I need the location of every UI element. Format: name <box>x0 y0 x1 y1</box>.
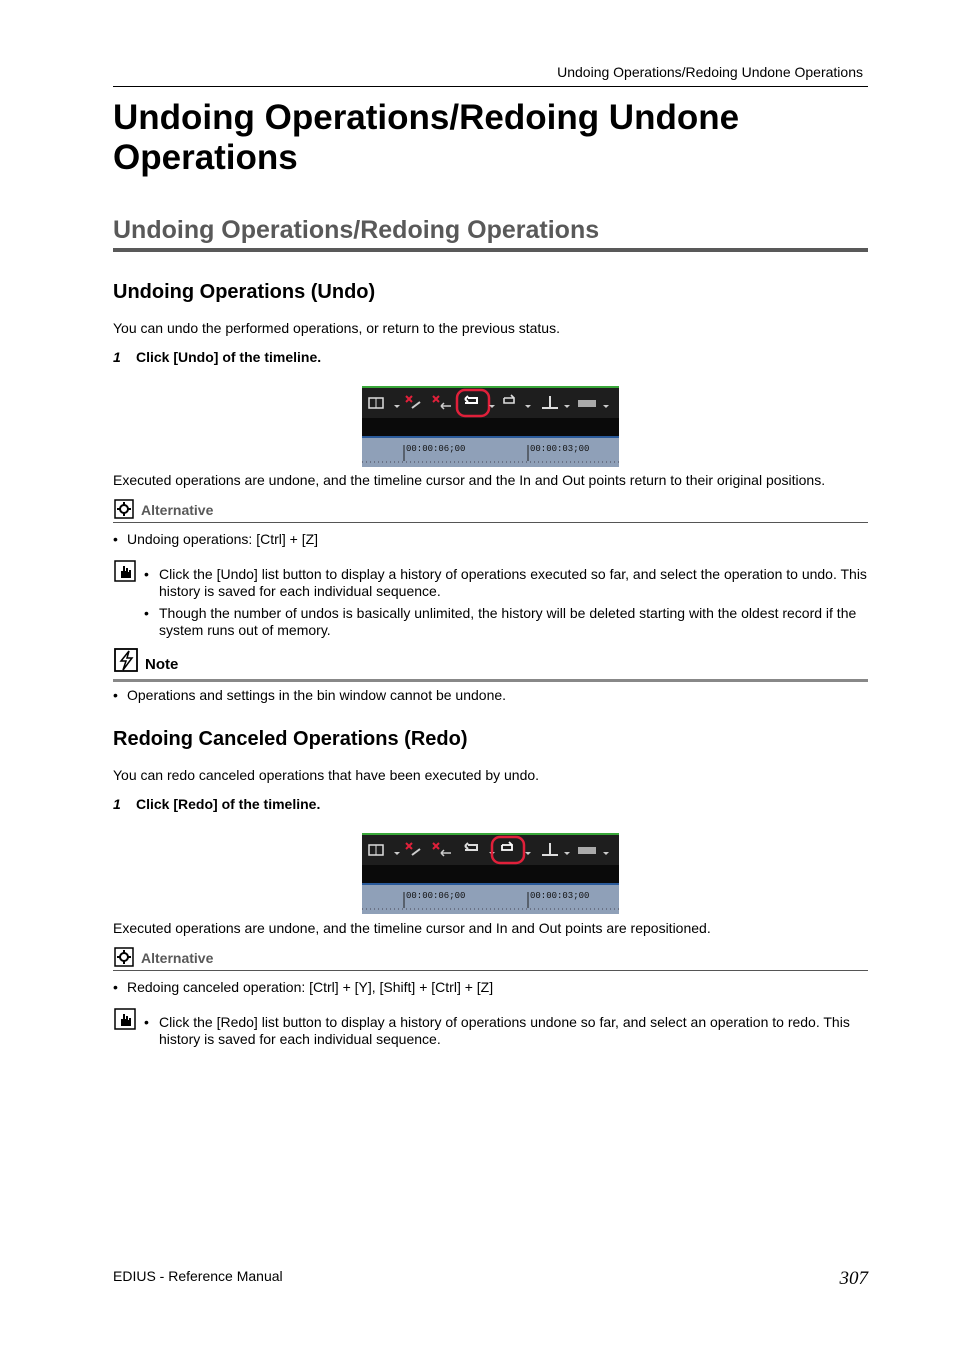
redo-shortcut-text: Redoing canceled operation: [Ctrl] + [Y], [Shift] + [Ctrl] + [Z] <box>127 979 494 995</box>
note-rule <box>113 679 868 682</box>
redo-intro: You can redo canceled operations that have been executed by undo. <box>113 767 540 783</box>
redo-timeline-screenshot <box>362 833 619 914</box>
redo-alternative-label: Alternative <box>141 950 214 966</box>
alternative-rule <box>113 970 868 971</box>
redo-step-text: Click [Redo] of the timeline. <box>136 796 321 812</box>
section-heading: Undoing Operations/Redoing Operations <box>113 216 600 244</box>
section-rule <box>113 248 868 252</box>
timecode-right: 00:00:03;00 <box>530 891 590 901</box>
redo-alternative-item: • Redoing canceled operation: [Ctrl] + [Y], [Shift] + [Ctrl] + [Z] <box>113 979 494 995</box>
hand-tip-icon <box>114 560 136 582</box>
undo-alternative-label: Alternative <box>141 502 214 518</box>
timeline-toolbar-image <box>362 386 619 467</box>
undo-intro: You can undo the performed operations, or return to the previous status. <box>113 320 560 336</box>
redo-result: Executed operations are undone, and the timeline cursor and In and Out points are repositioned. <box>113 920 711 936</box>
timeline-toolbar-image <box>362 833 619 914</box>
alternative-rule <box>113 522 868 523</box>
note-label: Note <box>145 656 179 673</box>
note-item-text: Operations and settings in the bin window cannot be undone. <box>127 687 507 703</box>
undo-step-text: Click [Undo] of the timeline. <box>136 349 322 365</box>
undo-timeline-screenshot <box>362 386 619 467</box>
undo-tip-2: • Though the number of undos is basically unlimited, the history will be deleted starting with the oldest record if the system runs out of memory. <box>144 605 874 639</box>
alternative-icon <box>114 499 134 519</box>
redo-heading: Redoing Canceled Operations (Redo) <box>113 728 468 750</box>
header-rule <box>113 86 868 87</box>
undo-step-number: 1 <box>113 349 121 365</box>
page-number: 307 <box>839 1268 868 1289</box>
undo-alternative-item: • Undoing operations: [Ctrl] + [Z] <box>113 531 319 547</box>
timecode-right: 00:00:03;00 <box>530 444 590 454</box>
redo-step <box>113 796 320 812</box>
page-title: Undoing Operations/Redoing Undone Operations <box>113 98 740 177</box>
undo-tip-1-text: Click the [Undo] list button to display a history of operations executed so far, and select the operation to undo. This history is saved for each individual sequence. <box>159 566 867 599</box>
undo-tip-2-text: Though the number of undos is basically unlimited, the history will be deleted starting with the oldest record if the system runs out of memory. <box>159 605 857 638</box>
undo-result: Executed operations are undone, and the timeline cursor and the In and Out points return to their original positions. <box>113 472 826 488</box>
hand-tip-icon <box>114 1008 136 1030</box>
undo-tip-1: • Click the [Undo] list button to display a history of operations executed so far, and select the operation to undo. This history is saved for each individual sequence. <box>144 566 874 600</box>
timecode-left: 00:00:06;00 <box>406 891 466 901</box>
redo-tip-1: • Click the [Redo] list button to display a history of operations undone so far, and select an operation to redo. This history is saved for each individual sequence. <box>144 1014 874 1048</box>
note-icon <box>114 648 138 672</box>
alternative-icon <box>114 947 134 967</box>
footer-manual-title: EDIUS - Reference Manual <box>113 1268 283 1284</box>
undo-step <box>113 349 321 365</box>
note-item: • Operations and settings in the bin window cannot be undone. <box>113 687 507 703</box>
running-header: Undoing Operations/Redoing Undone Operations <box>557 64 863 80</box>
redo-tip-1-text: Click the [Redo] list button to display a history of operations undone so far, and select an operation to redo. This history is saved for each individual sequence. <box>159 1014 850 1047</box>
redo-step-number: 1 <box>113 796 121 812</box>
undo-heading: Undoing Operations (Undo) <box>113 281 376 303</box>
timecode-left: 00:00:06;00 <box>406 444 466 454</box>
undo-shortcut-text: Undoing operations: [Ctrl] + [Z] <box>127 531 319 547</box>
